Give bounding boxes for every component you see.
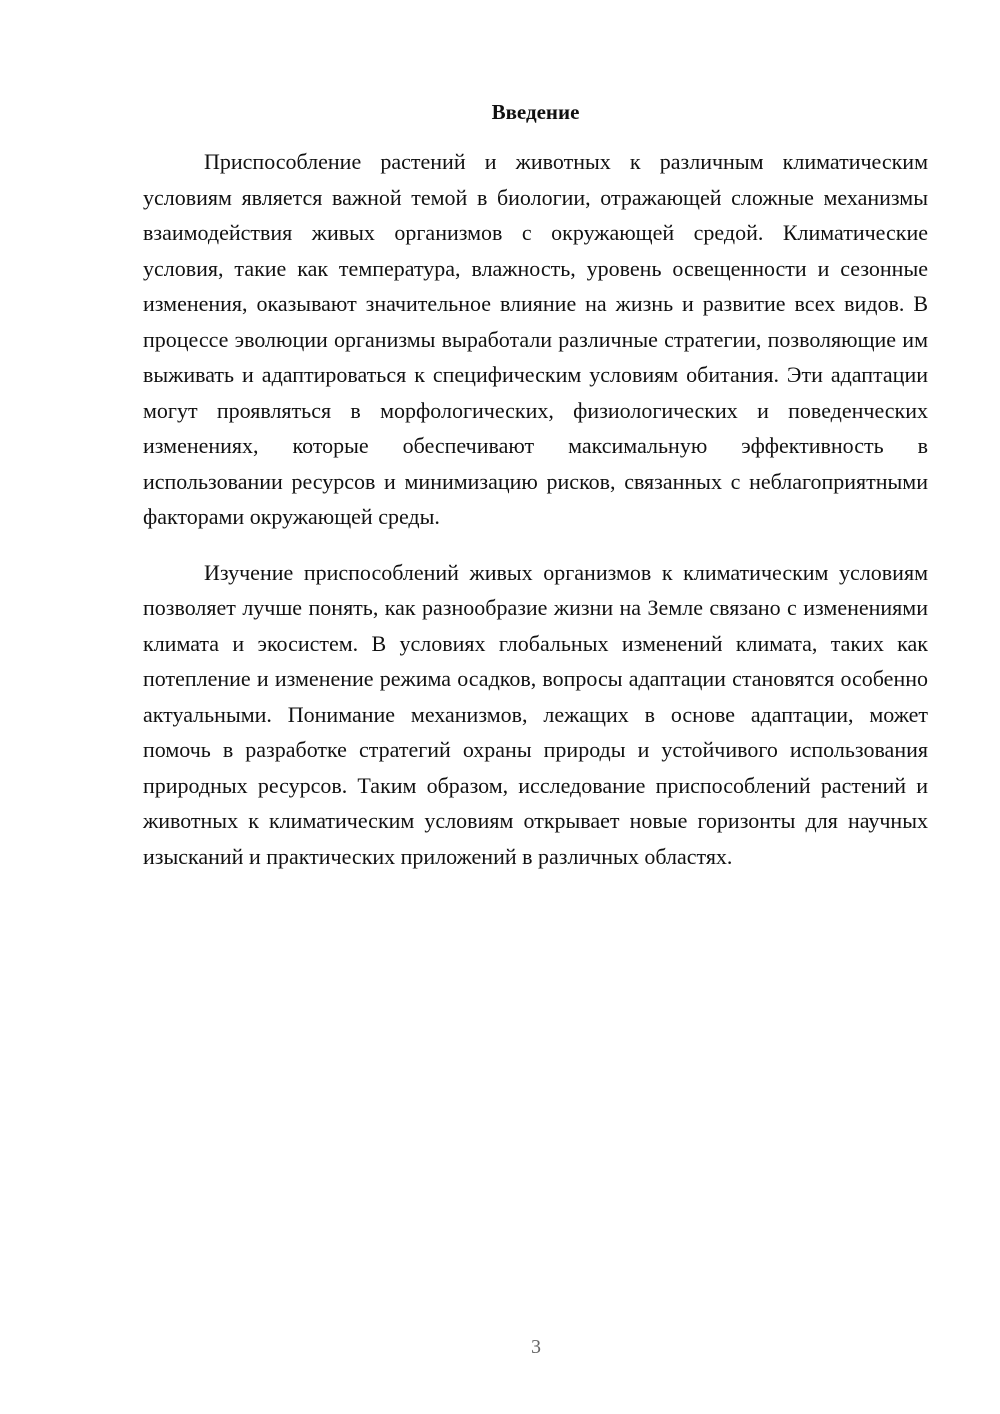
body-text xyxy=(143,144,928,874)
page-number: 3 xyxy=(531,1336,541,1358)
paragraph-2: Изучение приспособлений живых организмов к климатическим условиям позволяет лучше понять, как разнообразие жизни на Земле связано с изменениями климата и экосистем. В условиях глобальных изменений климата, таких как потепление и изменение режима осадков, вопросы адаптации становятся особенно актуальными. Понимание механизмов, лежащих в основе адаптации, может помочь в разработке стратегий охраны природы и устойчивого использования природных ресурсов. Таким образом, исследование приспособлений растений и животных к климатическим условиям открывает новые горизонты для научных изысканий и практических приложений в различных областях. xyxy=(143,559,928,869)
section-title: Введение xyxy=(491,100,580,124)
paragraph-1: Приспособление растений и животных к различным климатическим условиям является важной темой в биологии, отражающей сложные механизмы взаимодействия живых организмов с окружающей средой. Климатические условия, такие как температура, влажность, уровень освещенности и сезонные изменения, оказывают значительное влияние на жизнь и развитие всех видов. В процессе эволюции организмы выработали различные стратегии, позволяющие им выживать и адаптироваться к специфическим условиям обитания. Эти адаптации могут проявляться в морфологических, физиологических и поведенческих изменениях, которые обеспечивают максимальную эффективность в использовании ресурсов и минимизацию рисков, связанных с неблагоприятными факторами окружающей среды. xyxy=(143,149,928,529)
